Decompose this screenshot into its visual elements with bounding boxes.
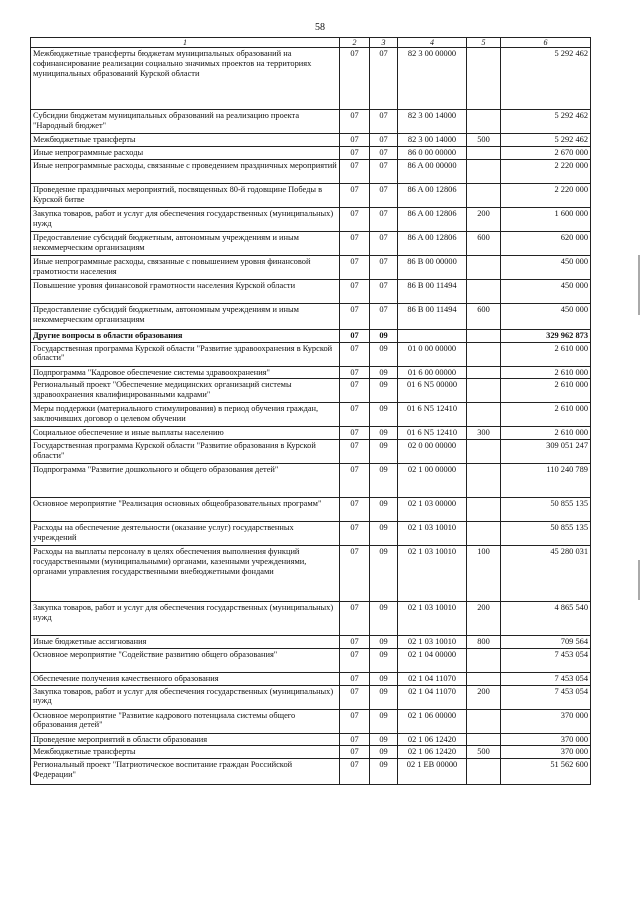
- row-section: 07: [340, 733, 370, 746]
- row-expense-type: [467, 709, 501, 733]
- row-name: Основное мероприятие "Содействие развитию общего образования": [31, 648, 340, 672]
- row-target-article: 86 A 00 12806: [398, 183, 467, 207]
- table-row: [31, 279, 591, 303]
- row-target-article: 02 1 00 00000: [398, 464, 467, 498]
- table-row: [31, 134, 591, 147]
- table-row: [31, 207, 591, 231]
- row-subsection: 07: [370, 303, 398, 329]
- row-expense-type: [467, 498, 501, 522]
- row-section: 07: [340, 279, 370, 303]
- row-name: Межбюджетные трансферты: [31, 134, 340, 147]
- row-name: Государственная программа Курской области "Развитие здравоохранения в Курской области": [31, 342, 340, 366]
- row-name: Основное мероприятие "Реализация основных общеобразовательных программ": [31, 498, 340, 522]
- row-target-article: 02 1 04 00000: [398, 648, 467, 672]
- row-amount: 709 564: [501, 636, 591, 649]
- row-amount: 370 000: [501, 709, 591, 733]
- row-name: Социальное обеспечение и иные выплаты населению: [31, 427, 340, 440]
- row-amount: 2 220 000: [501, 159, 591, 183]
- row-subsection: 09: [370, 403, 398, 427]
- table-row: [31, 329, 591, 342]
- row-amount: 7 453 054: [501, 648, 591, 672]
- row-name: Закупка товаров, работ и услуг для обеспечения государственных (муниципальных) нужд: [31, 602, 340, 636]
- table-row: [31, 366, 591, 379]
- row-expense-type: [467, 440, 501, 464]
- row-name: Субсидии бюджетам муниципальных образований на реализацию проекта "Народный бюджет": [31, 110, 340, 134]
- row-target-article: [398, 329, 467, 342]
- row-expense-type: [467, 147, 501, 160]
- row-section: 07: [340, 685, 370, 709]
- row-subsection: 09: [370, 329, 398, 342]
- row-subsection: 09: [370, 464, 398, 498]
- table-row: [31, 602, 591, 636]
- table-row: [31, 498, 591, 522]
- row-name: Иные непрограммные расходы, связанные с проведением праздничных мероприятий: [31, 159, 340, 183]
- row-expense-type: [467, 159, 501, 183]
- row-amount: 370 000: [501, 733, 591, 746]
- table-row: [31, 685, 591, 709]
- row-amount: 2 670 000: [501, 147, 591, 160]
- row-section: 07: [340, 636, 370, 649]
- row-subsection: 07: [370, 279, 398, 303]
- row-subsection: 09: [370, 427, 398, 440]
- row-subsection: 07: [370, 183, 398, 207]
- row-amount: 450 000: [501, 279, 591, 303]
- row-expense-type: [467, 759, 501, 785]
- row-name: Региональный проект "Патриотическое воспитание граждан Российской Федерации": [31, 759, 340, 785]
- row-name: Предоставление субсидий бюджетным, автономным учреждениям и иным некоммерческим организациям: [31, 231, 340, 255]
- table-row: [31, 231, 591, 255]
- row-target-article: 82 3 00 00000: [398, 48, 467, 110]
- row-amount: 51 562 600: [501, 759, 591, 785]
- row-name: Иные непрограммные расходы, связанные с повышением уровня финансовой грамотности населения: [31, 255, 340, 279]
- row-subsection: 09: [370, 648, 398, 672]
- row-section: 07: [340, 759, 370, 785]
- row-subsection: 07: [370, 110, 398, 134]
- row-expense-type: [467, 329, 501, 342]
- table-row: [31, 546, 591, 602]
- row-name: Иные непрограммные расходы: [31, 147, 340, 160]
- row-name: Другие вопросы в области образования: [31, 329, 340, 342]
- row-section: 07: [340, 672, 370, 685]
- row-section: 07: [340, 207, 370, 231]
- header-name: 1: [31, 38, 340, 48]
- row-expense-type: 200: [467, 602, 501, 636]
- table-row: [31, 636, 591, 649]
- row-expense-type: [467, 48, 501, 110]
- row-amount: 4 865 540: [501, 602, 591, 636]
- row-section: 07: [340, 134, 370, 147]
- row-section: 07: [340, 159, 370, 183]
- row-section: 07: [340, 648, 370, 672]
- row-target-article: 01 6 N5 00000: [398, 379, 467, 403]
- row-expense-type: 100: [467, 546, 501, 602]
- row-section: 07: [340, 231, 370, 255]
- row-expense-type: [467, 733, 501, 746]
- row-target-article: 86 A 00 12806: [398, 231, 467, 255]
- row-name: Расходы на обеспечение деятельности (оказание услуг) государственных учреждений: [31, 522, 340, 546]
- row-section: 07: [340, 342, 370, 366]
- row-section: 07: [340, 546, 370, 602]
- row-section: 07: [340, 440, 370, 464]
- row-expense-type: [467, 464, 501, 498]
- row-subsection: 09: [370, 366, 398, 379]
- row-section: 07: [340, 498, 370, 522]
- row-name: Меры поддержки (материального стимулирования) в период обучения граждан, заключивших договор о целевом обучении: [31, 403, 340, 427]
- table-row: [31, 48, 591, 110]
- row-subsection: 07: [370, 147, 398, 160]
- row-subsection: 09: [370, 602, 398, 636]
- row-name: Государственная программа Курской области "Развитие образования в Курской области": [31, 440, 340, 464]
- table-row: [31, 110, 591, 134]
- row-target-article: 02 1 06 12420: [398, 733, 467, 746]
- row-target-article: 02 1 03 00000: [398, 498, 467, 522]
- row-section: 07: [340, 403, 370, 427]
- table-row: [31, 733, 591, 746]
- row-section: 07: [340, 427, 370, 440]
- row-amount: 45 280 031: [501, 546, 591, 602]
- row-expense-type: [467, 672, 501, 685]
- row-subsection: 09: [370, 746, 398, 759]
- row-expense-type: [467, 648, 501, 672]
- row-section: 07: [340, 379, 370, 403]
- row-amount: 309 051 247: [501, 440, 591, 464]
- row-section: 07: [340, 183, 370, 207]
- row-subsection: 09: [370, 498, 398, 522]
- table-row: [31, 464, 591, 498]
- row-amount: 370 000: [501, 746, 591, 759]
- table-row: [31, 440, 591, 464]
- row-name: Повышение уровня финансовой грамотности населения Курской области: [31, 279, 340, 303]
- row-target-article: 02 1 04 11070: [398, 685, 467, 709]
- row-subsection: 09: [370, 672, 398, 685]
- row-target-article: 86 B 00 11494: [398, 279, 467, 303]
- row-target-article: 82 3 00 14000: [398, 134, 467, 147]
- row-name: Проведение праздничных мероприятий, посвященных 80-й годовщине Победы в Курской битве: [31, 183, 340, 207]
- row-subsection: 09: [370, 522, 398, 546]
- row-amount: 110 240 789: [501, 464, 591, 498]
- row-target-article: 02 1 03 10010: [398, 522, 467, 546]
- row-subsection: 07: [370, 255, 398, 279]
- table-row: [31, 183, 591, 207]
- row-expense-type: [467, 255, 501, 279]
- row-amount: 450 000: [501, 303, 591, 329]
- row-expense-type: 500: [467, 746, 501, 759]
- row-target-article: 01 6 N5 12410: [398, 427, 467, 440]
- row-expense-type: [467, 183, 501, 207]
- table-row: [31, 672, 591, 685]
- row-expense-type: [467, 366, 501, 379]
- row-section: 07: [340, 522, 370, 546]
- row-expense-type: [467, 342, 501, 366]
- header-amount: 6: [501, 38, 591, 48]
- row-expense-type: 200: [467, 207, 501, 231]
- row-target-article: 02 1 03 10010: [398, 602, 467, 636]
- row-subsection: 09: [370, 546, 398, 602]
- row-section: 07: [340, 602, 370, 636]
- row-amount: 2 610 000: [501, 342, 591, 366]
- row-expense-type: 200: [467, 685, 501, 709]
- header-subsection: 3: [370, 38, 398, 48]
- row-name: Расходы на выплаты персоналу в целях обеспечения выполнения функций государственными (муниципальными) органами, казенными учреждениями, органами управления государственными внебюджетными фондами: [31, 546, 340, 602]
- row-target-article: 01 0 00 00000: [398, 342, 467, 366]
- row-amount: 50 855 135: [501, 498, 591, 522]
- table-row: [31, 255, 591, 279]
- row-subsection: 09: [370, 685, 398, 709]
- row-subsection: 07: [370, 207, 398, 231]
- row-section: 07: [340, 48, 370, 110]
- row-section: 07: [340, 709, 370, 733]
- row-name: Обеспечение получения качественного образования: [31, 672, 340, 685]
- row-subsection: 07: [370, 134, 398, 147]
- row-subsection: 07: [370, 48, 398, 110]
- row-subsection: 07: [370, 159, 398, 183]
- row-expense-type: 300: [467, 427, 501, 440]
- row-target-article: 86 A 00 12806: [398, 207, 467, 231]
- table-row: [31, 427, 591, 440]
- table-row: [31, 759, 591, 785]
- row-subsection: 09: [370, 709, 398, 733]
- row-amount: 2 610 000: [501, 366, 591, 379]
- row-amount: 329 962 873: [501, 329, 591, 342]
- row-section: 07: [340, 366, 370, 379]
- row-name: Закупка товаров, работ и услуг для обеспечения государственных (муниципальных) нужд: [31, 685, 340, 709]
- row-section: 07: [340, 746, 370, 759]
- row-target-article: 02 1 03 10010: [398, 546, 467, 602]
- table-row: [31, 147, 591, 160]
- row-subsection: 09: [370, 440, 398, 464]
- budget-table: [30, 37, 591, 785]
- row-subsection: 09: [370, 379, 398, 403]
- row-target-article: 02 1 03 10010: [398, 636, 467, 649]
- row-section: 07: [340, 147, 370, 160]
- row-target-article: 02 1 04 11070: [398, 672, 467, 685]
- table-row: [31, 342, 591, 366]
- row-target-article: 86 B 00 00000: [398, 255, 467, 279]
- row-name: Проведение мероприятий в области образования: [31, 733, 340, 746]
- row-target-article: 02 1 EB 00000: [398, 759, 467, 785]
- row-target-article: 01 6 N5 12410: [398, 403, 467, 427]
- row-amount: 620 000: [501, 231, 591, 255]
- row-name: Предоставление субсидий бюджетным, автономным учреждениям и иным некоммерческим организациям: [31, 303, 340, 329]
- row-target-article: 02 1 06 00000: [398, 709, 467, 733]
- table-row: [31, 709, 591, 733]
- row-target-article: 86 B 00 11494: [398, 303, 467, 329]
- row-amount: 7 453 054: [501, 685, 591, 709]
- row-expense-type: 800: [467, 636, 501, 649]
- header-section: 2: [340, 38, 370, 48]
- row-target-article: 82 3 00 14000: [398, 110, 467, 134]
- table-row: [31, 159, 591, 183]
- row-amount: 450 000: [501, 255, 591, 279]
- row-expense-type: 600: [467, 303, 501, 329]
- header-target-article: 4: [398, 38, 467, 48]
- row-expense-type: [467, 379, 501, 403]
- row-target-article: 02 1 06 12420: [398, 746, 467, 759]
- row-expense-type: 600: [467, 231, 501, 255]
- table-row: [31, 403, 591, 427]
- table-row: [31, 303, 591, 329]
- header-row: [31, 38, 591, 48]
- table-row: [31, 746, 591, 759]
- row-amount: 5 292 462: [501, 134, 591, 147]
- row-expense-type: 500: [467, 134, 501, 147]
- row-name: Иные бюджетные ассигнования: [31, 636, 340, 649]
- header-expense-type: 5: [467, 38, 501, 48]
- row-subsection: 07: [370, 231, 398, 255]
- table-row: [31, 648, 591, 672]
- row-section: 07: [340, 110, 370, 134]
- page-number: 58: [315, 22, 325, 33]
- row-expense-type: [467, 279, 501, 303]
- row-name: Закупка товаров, работ и услуг для обеспечения государственных (муниципальных) нужд: [31, 207, 340, 231]
- row-subsection: 09: [370, 342, 398, 366]
- row-target-article: 86 A 00 00000: [398, 159, 467, 183]
- row-expense-type: [467, 522, 501, 546]
- row-amount: 50 855 135: [501, 522, 591, 546]
- row-section: 07: [340, 329, 370, 342]
- table-row: [31, 522, 591, 546]
- row-expense-type: [467, 110, 501, 134]
- row-amount: 2 220 000: [501, 183, 591, 207]
- row-expense-type: [467, 403, 501, 427]
- table-row: [31, 379, 591, 403]
- row-section: 07: [340, 303, 370, 329]
- row-name: Подпрограмма "Развитие дошкольного и общего образования детей": [31, 464, 340, 498]
- row-amount: 7 453 054: [501, 672, 591, 685]
- row-target-article: 01 6 00 00000: [398, 366, 467, 379]
- row-amount: 2 610 000: [501, 427, 591, 440]
- row-subsection: 09: [370, 636, 398, 649]
- row-name: Региональный проект "Обеспечение медицинских организаций системы здравоохранения квалифицированными кадрами": [31, 379, 340, 403]
- row-name: Межбюджетные трансферты бюджетам муниципальных образований на софинансирование реализации социально значимых проектов на территориях муниципальных образований Курской области: [31, 48, 340, 110]
- row-amount: 1 600 000: [501, 207, 591, 231]
- row-amount: 2 610 000: [501, 403, 591, 427]
- row-amount: 2 610 000: [501, 379, 591, 403]
- row-name: Основное мероприятие "Развитие кадрового потенциала системы общего образования детей": [31, 709, 340, 733]
- row-target-article: 02 0 00 00000: [398, 440, 467, 464]
- row-amount: 5 292 462: [501, 110, 591, 134]
- row-subsection: 09: [370, 759, 398, 785]
- row-subsection: 09: [370, 733, 398, 746]
- row-name: Межбюджетные трансферты: [31, 746, 340, 759]
- row-section: 07: [340, 255, 370, 279]
- row-name: Подпрограмма "Кадровое обеспечение системы здравоохранения": [31, 366, 340, 379]
- row-amount: 5 292 462: [501, 48, 591, 110]
- row-target-article: 86 0 00 00000: [398, 147, 467, 160]
- row-section: 07: [340, 464, 370, 498]
